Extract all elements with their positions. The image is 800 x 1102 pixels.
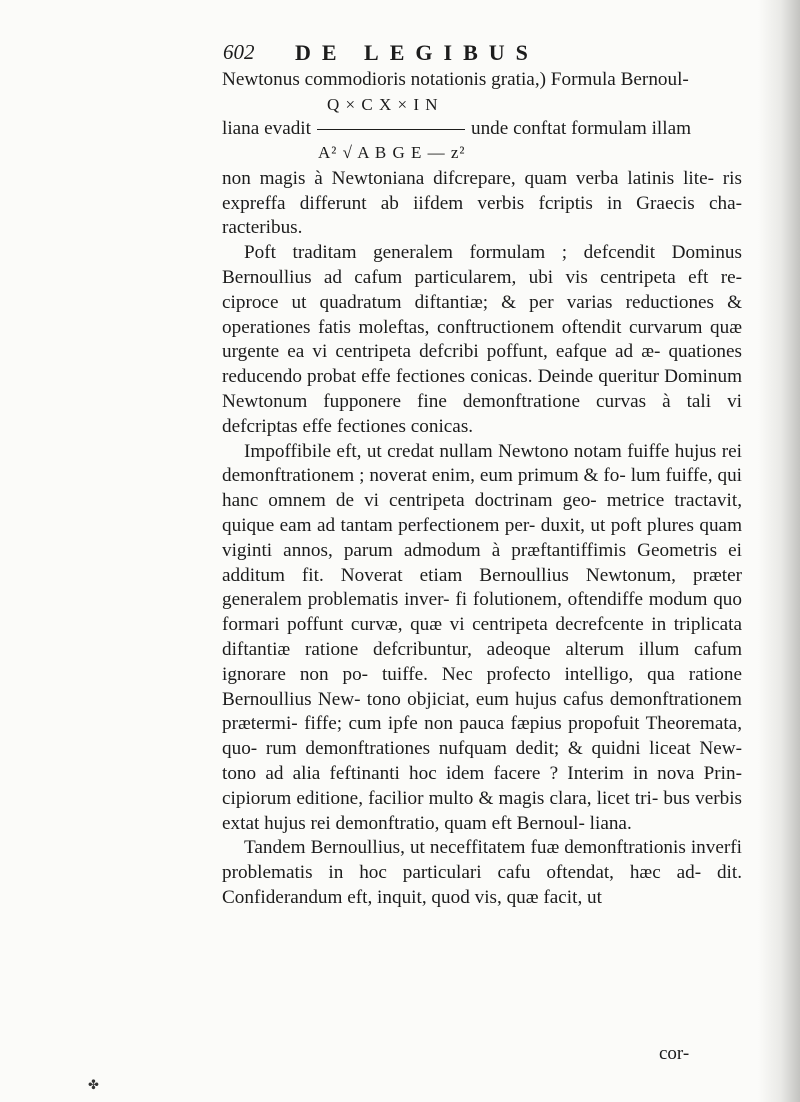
- paragraph-3: Impoffibile eft, ut credat nullam Newtono notam fuiffe hujus rei demonftrationem ; noverat enim, eum primum & fo- lum fuiffe, qui hanc omnem de vi centripeta doctrinam geo- metrice tractavit, quique eam ad tantam perfectionem per- duxit, ut poft plures quam viginti annos, parum admodum à præftantiffimis Geometris ei additum fit. Noverat etiam Bernoullius Newtonum, præter generalem problematis inver- fi folutionem, oftendiffe modum quo formari poffunt curvæ, quæ vi centripeta decrefcente in triplicata diftantiæ ratione defcribuntur, adeoque alterum illum cafum ignorare non po- tuiffe. Nec profecto intelligo, qua ratione Bernoullius New- tono objiciat, eum hujus cafus demonftrationem prætermi- fiffe; cum ipfe non pauca fæpius propofuit Theoremata, quo- rum demonftrationes nufquam dedit; & quidni liceat New- tono ad alia feftinanti hoc idem facere ? Interim in nova Prin- cipiorum editione, facilior multo & magis clara, licet tri- bus verbis extat hujus rei demonftratio, quam eft Bernoul- liana.: [222, 440, 742, 834]
- paragraph-1: non magis à Newtoniana difcrepare, quam verba latinis lite- ris expreffa differunt ab iifdem verbis fcriptis in Graecis cha- racteribus.: [222, 167, 742, 239]
- formula-prefix: liana evadit: [222, 117, 311, 139]
- formula-numerator: Q × C X × I N: [327, 94, 439, 114]
- running-title: DE LEGIBUS: [295, 40, 539, 65]
- formula-denominator: A² √ A B G E — z²: [318, 142, 466, 162]
- page-edge-shadow: [758, 0, 800, 1102]
- formula-line: [222, 117, 742, 142]
- paragraph-4: Tandem Bernoullius, ut neceffitatem fuæ demonftrationis inverfi problematis in hoc particulari cafu oftendat, hæc ad- dit. Confiderandum eft, inquit, quod vis, quæ facit, ut: [222, 837, 742, 908]
- catchword: cor-: [659, 1043, 690, 1064]
- body-text: [222, 68, 742, 911]
- formula-block: [222, 93, 742, 167]
- fraction-bar: [317, 129, 465, 130]
- paragraph-2: Poft traditam generalem formulam ; defcendit Dominus Bernoullius ad cafum particularem, ubi vis centripeta eft re- ciproce ut quadratum diftantiæ; & per varias reductiones & operationes fatis moleftas, conftructionem oftendit curvarum quæ urgente ea vi centripeta defcribi poffunt, eafque ad æ- quationes reducendo probat effe fectiones conicas. Deinde queritur Dominum Newtonum fupponere fine demonftratione curvas à tali vi defcriptas effe fectiones conicas.: [222, 242, 742, 437]
- formula-suffix: unde conftat formulam illam: [470, 117, 692, 139]
- ornament-icon: ✤: [88, 1077, 99, 1092]
- page-header: [223, 40, 723, 70]
- page-number: 602: [223, 40, 255, 64]
- formula-lead-in: Newtonus commodioris notationis gratia,) Formula Bernoul-: [222, 69, 689, 90]
